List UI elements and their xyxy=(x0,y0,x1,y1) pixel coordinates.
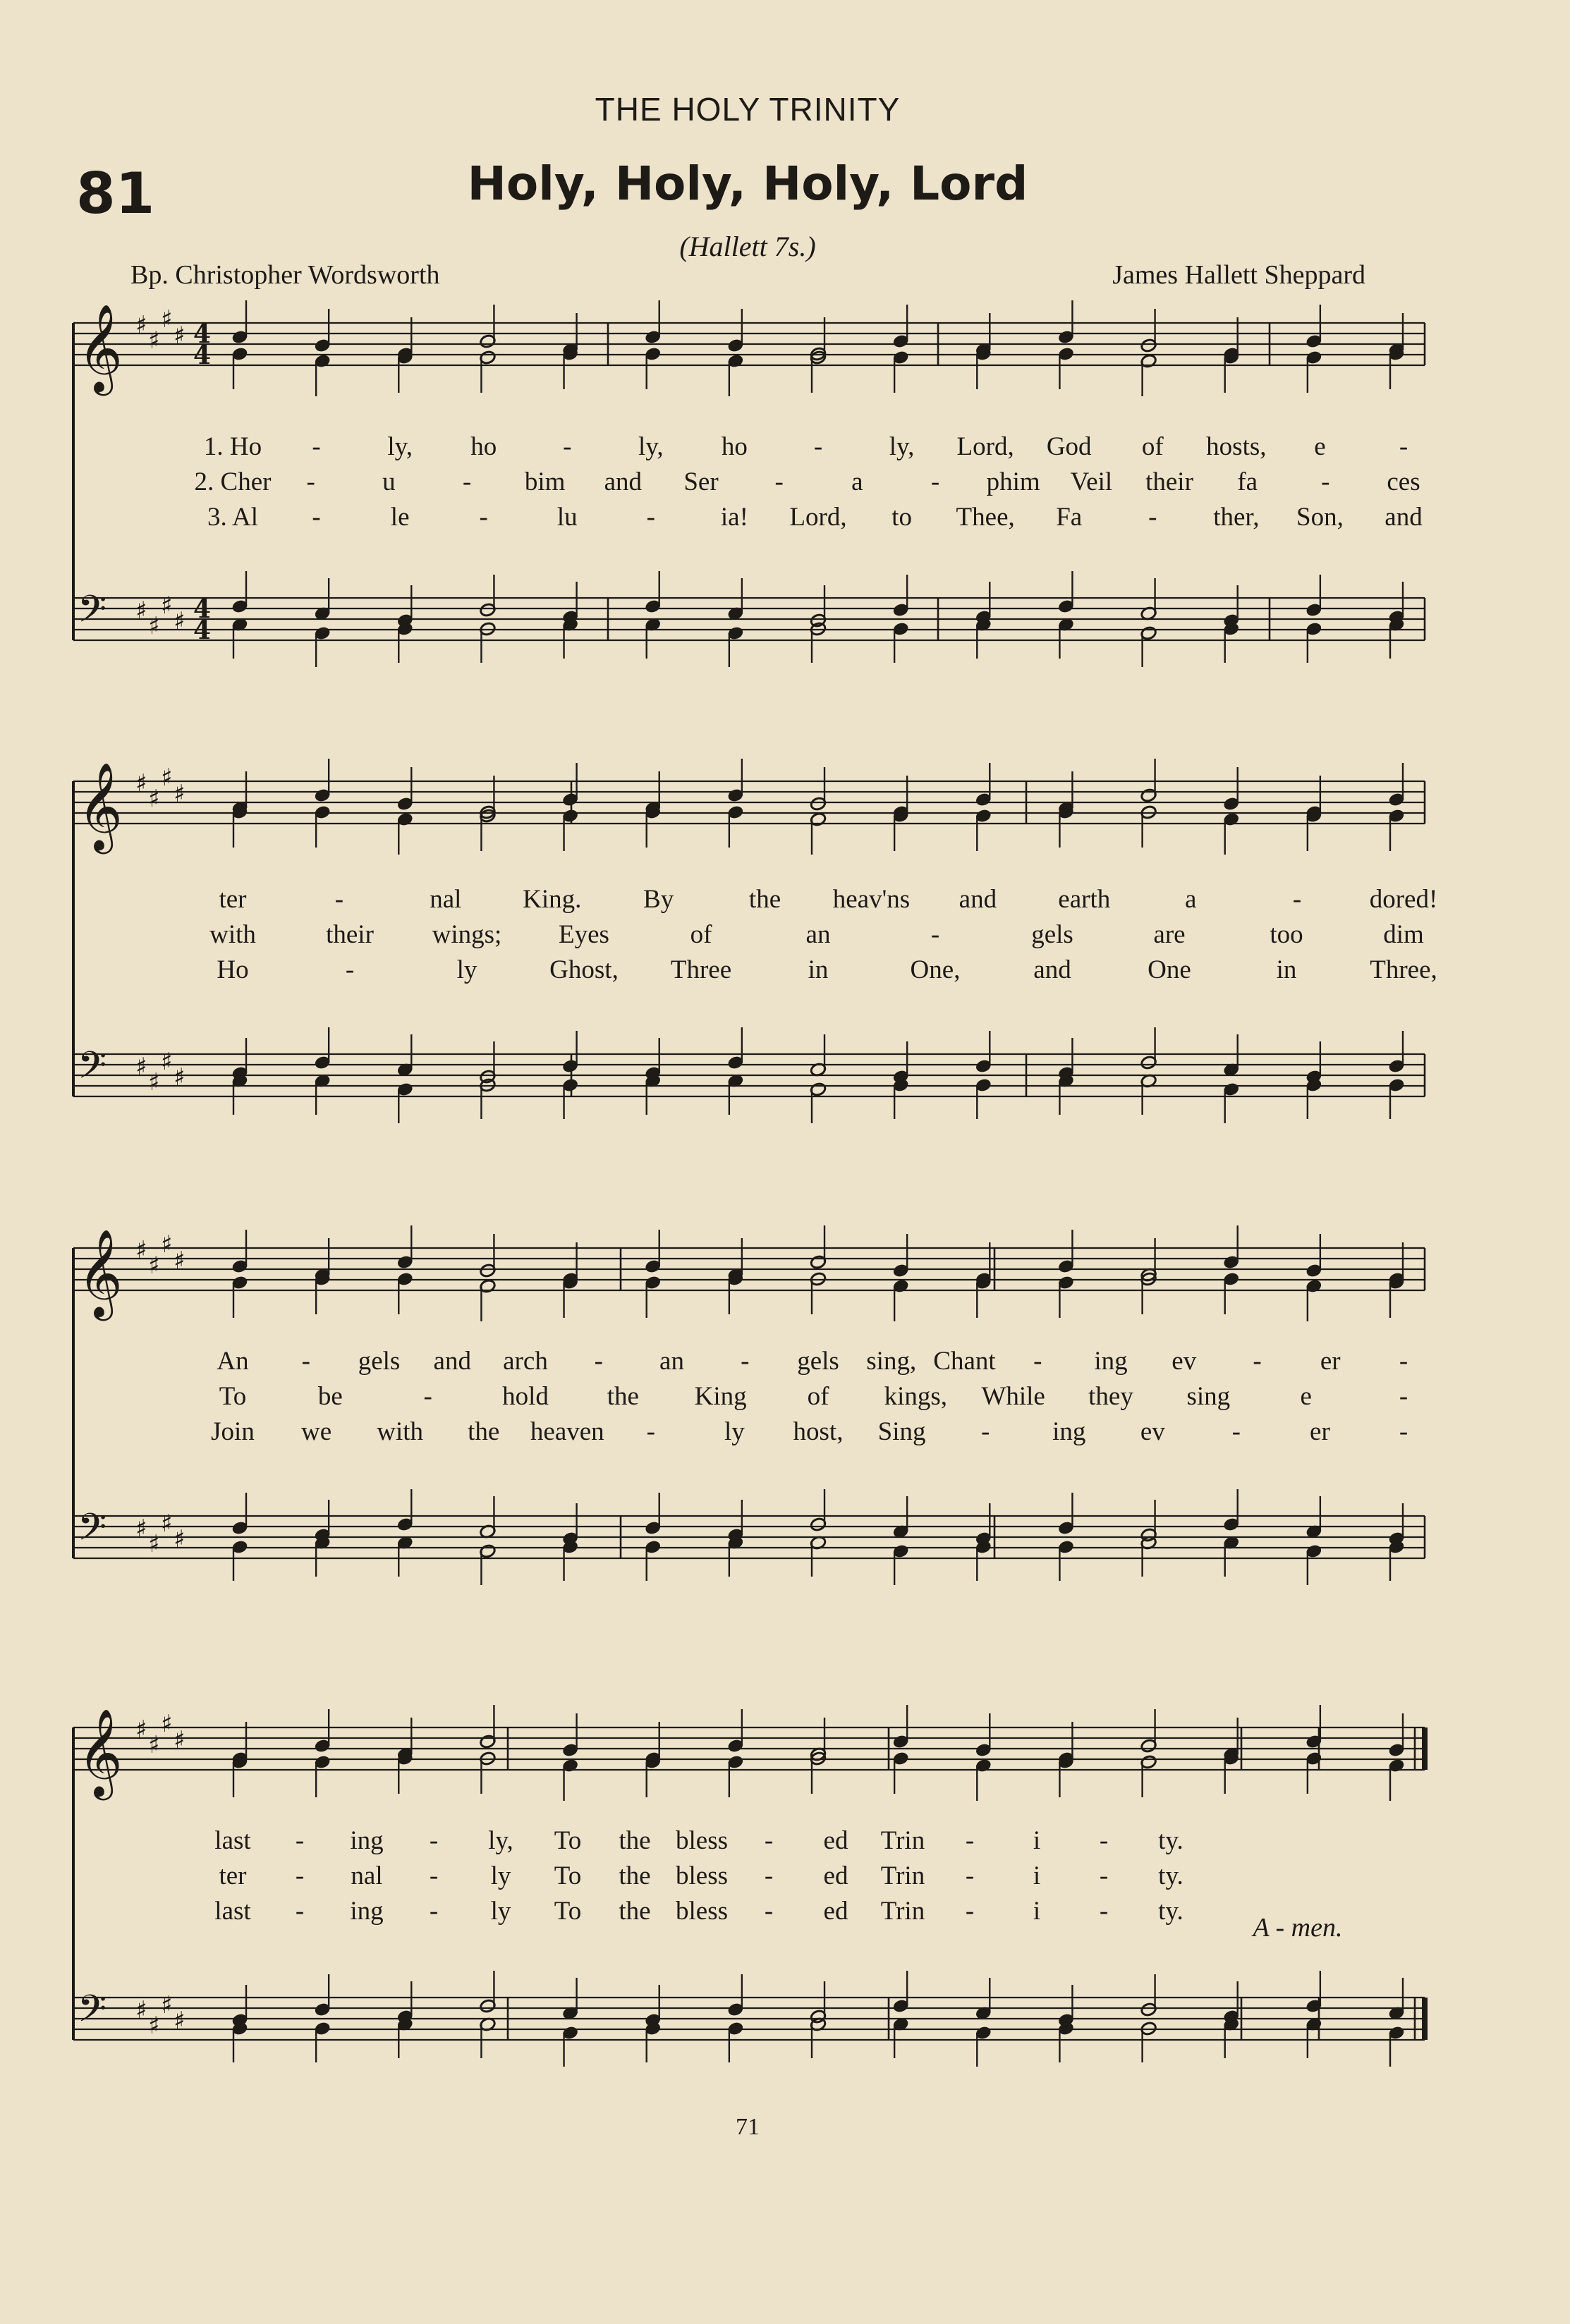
lyric-syllable: - xyxy=(930,920,940,949)
lyric-syllable: le xyxy=(390,503,410,532)
lyric-syllable: phim xyxy=(986,467,1040,496)
lyric-syllable: ed xyxy=(823,1897,848,1926)
sharp-sign-icon: ♯ xyxy=(148,612,160,640)
lyric-syllable: - xyxy=(980,1417,990,1446)
lyric-syllable: ing xyxy=(350,1897,384,1926)
lyric-syllable: - xyxy=(312,432,321,461)
lyric-syllable: with xyxy=(377,1417,424,1446)
lyric-syllable: last xyxy=(214,1897,251,1926)
sharp-sign-icon: ♯ xyxy=(148,785,160,813)
lyric-syllable: - xyxy=(1399,432,1408,461)
lyric-syllable: hosts, xyxy=(1206,432,1267,461)
lyric-syllable: Sing xyxy=(877,1417,926,1446)
lyric-syllable: Eyes xyxy=(559,920,609,949)
sharp-sign-icon: ♯ xyxy=(135,1515,147,1543)
lyric-syllable: - xyxy=(301,1347,310,1376)
lyric-syllable: ho xyxy=(470,432,497,461)
lyric-syllable: of xyxy=(690,920,712,949)
lyric-syllable: in xyxy=(1276,955,1297,984)
lyric-syllable: - xyxy=(965,1897,975,1926)
lyric-syllable: last xyxy=(214,1826,251,1855)
lyric-syllable: Thee, xyxy=(956,503,1015,532)
lyric-syllable: er xyxy=(1310,1417,1330,1446)
lyric-syllable: their xyxy=(1145,467,1193,496)
lyric-syllable: - xyxy=(930,467,940,496)
lyric-syllable: and xyxy=(604,467,643,496)
lyric-syllable: the xyxy=(619,1897,651,1926)
lyric-syllable: nal xyxy=(351,1861,383,1890)
lyric-syllable: ev xyxy=(1172,1347,1197,1376)
treble-clef-icon: 𝄞 xyxy=(78,762,123,850)
lyric-syllable: gels xyxy=(1031,920,1073,949)
lyric-syllable: and xyxy=(959,885,997,914)
sharp-sign-icon: ♯ xyxy=(135,1053,147,1081)
lyric-syllable: Chant xyxy=(933,1347,996,1376)
lyric-syllable: - xyxy=(646,1417,656,1446)
lyric-syllable: the xyxy=(748,885,781,914)
lyric-syllable: too xyxy=(1270,920,1303,949)
lyric-syllable: - xyxy=(429,1897,439,1926)
lyric-syllable: kings, xyxy=(884,1382,948,1411)
lyric-syllable: - xyxy=(306,467,315,496)
lyric-syllable: hold xyxy=(502,1382,549,1411)
lyric-syllable: gels xyxy=(797,1347,839,1376)
lyric-syllable: and xyxy=(433,1347,471,1376)
lyric-syllable: an xyxy=(659,1347,684,1376)
lyric-syllable: ed xyxy=(823,1861,848,1890)
lyric-syllable: - xyxy=(345,955,355,984)
lyric-syllable: - xyxy=(764,1897,774,1926)
lyric-syllable: - xyxy=(1231,1417,1241,1446)
sharp-sign-icon: ♯ xyxy=(174,2007,185,2035)
lyric-syllable: e xyxy=(1314,432,1326,461)
lyric-syllable: heaven xyxy=(530,1417,604,1446)
lyric-syllable: bim xyxy=(524,467,566,496)
lyric-syllable: Ser xyxy=(683,467,719,496)
lyric-syllable: nal xyxy=(430,885,462,914)
sharp-sign-icon: ♯ xyxy=(174,780,185,808)
lyric-syllable: are xyxy=(1153,920,1186,949)
lyric-syllable: God xyxy=(1046,432,1092,461)
sharp-sign-icon: ♯ xyxy=(174,607,185,635)
lyric-syllable: To xyxy=(554,1826,582,1855)
lyric-syllable: To xyxy=(554,1897,582,1926)
lyric-syllable: and xyxy=(1385,503,1423,532)
sharp-sign-icon: ♯ xyxy=(161,305,173,334)
sharp-sign-icon: ♯ xyxy=(148,1252,160,1280)
sharp-sign-icon: ♯ xyxy=(161,1710,173,1738)
lyric-syllable: ly xyxy=(456,955,477,984)
lyric-syllable: of xyxy=(807,1382,829,1411)
lyric-syllable: - xyxy=(965,1861,975,1890)
lyric-syllable: King. xyxy=(523,885,582,914)
lyric-syllable: - xyxy=(813,432,823,461)
sharp-sign-icon: ♯ xyxy=(135,311,147,339)
sharp-sign-icon: ♯ xyxy=(174,1726,185,1754)
sharp-sign-icon: ♯ xyxy=(148,1731,160,1759)
lyric-syllable: sing, xyxy=(866,1347,917,1376)
lyric-syllable: - xyxy=(429,1826,439,1855)
lyric-syllable: - xyxy=(646,503,656,532)
lyric-syllable: i xyxy=(1033,1826,1041,1855)
lyric-syllable: i xyxy=(1033,1897,1041,1926)
lyric-syllable: bless xyxy=(676,1826,728,1855)
lyric-syllable: Son, xyxy=(1296,503,1344,532)
bass-clef-icon: 𝄢 xyxy=(78,1988,107,2040)
lyric-syllable: wings; xyxy=(432,920,502,949)
lyric-syllable: u xyxy=(382,467,396,496)
lyric-syllable: ty. xyxy=(1158,1826,1183,1855)
lyric-syllable: Three, xyxy=(1370,955,1437,984)
bass-clef-icon: 𝄢 xyxy=(78,588,107,640)
lyric-syllable: ty. xyxy=(1158,1897,1183,1926)
lyric-syllable: heav'ns xyxy=(832,885,911,914)
sharp-sign-icon: ♯ xyxy=(148,1530,160,1558)
lyric-syllable: and xyxy=(1033,955,1071,984)
lyric-syllable: An xyxy=(217,1347,249,1376)
sharp-sign-icon: ♯ xyxy=(148,1068,160,1096)
lyric-syllable: ing xyxy=(1052,1417,1086,1446)
lyric-syllable: host, xyxy=(793,1417,844,1446)
lyric-syllable: e xyxy=(1300,1382,1312,1411)
tune-name: (Hallett 7s.) xyxy=(679,231,816,262)
lyric-syllable: ces xyxy=(1387,467,1420,496)
lyric-syllable: ly, xyxy=(638,432,664,461)
treble-clef-icon: 𝄞 xyxy=(78,304,123,392)
lyric-syllable: their xyxy=(326,920,374,949)
lyric-syllable: of xyxy=(1141,432,1164,461)
lyric-syllable: - xyxy=(295,1861,305,1890)
lyric-syllable: - xyxy=(741,1347,750,1376)
lyric-syllable: ing xyxy=(350,1826,384,1855)
lyric-syllable: arch xyxy=(503,1347,548,1376)
time-signature-digit: 4 xyxy=(193,341,212,370)
sharp-sign-icon: ♯ xyxy=(174,1525,185,1553)
lyric-syllable: 2. Cher xyxy=(194,467,272,496)
lyric-syllable: To xyxy=(554,1861,582,1890)
lyric-syllable: - xyxy=(1253,1347,1262,1376)
time-signature-digit: 4 xyxy=(193,319,212,349)
lyric-syllable: the xyxy=(468,1417,500,1446)
lyric-syllable: ly, xyxy=(387,432,413,461)
lyric-syllable: - xyxy=(423,1382,432,1411)
lyric-syllable: ther, xyxy=(1213,503,1260,532)
lyric-syllable: ho xyxy=(721,432,748,461)
lyric-syllable: Join xyxy=(211,1417,255,1446)
sharp-sign-icon: ♯ xyxy=(135,597,147,625)
lyric-syllable: lu xyxy=(556,503,578,532)
sharp-sign-icon: ♯ xyxy=(148,326,160,355)
lyric-syllable: Trin xyxy=(880,1861,925,1890)
sharp-sign-icon: ♯ xyxy=(174,322,185,350)
lyric-syllable: - xyxy=(764,1826,774,1855)
lyric-syllable: - xyxy=(429,1861,439,1890)
sharp-sign-icon: ♯ xyxy=(161,1991,173,2019)
sharp-sign-icon: ♯ xyxy=(161,1510,173,1538)
time-signature-digit: 4 xyxy=(193,616,212,645)
treble-clef-icon: 𝄞 xyxy=(78,1708,123,1797)
lyric-syllable: ter xyxy=(219,885,247,914)
lyric-syllable: By xyxy=(643,885,674,914)
lyric-syllable: - xyxy=(295,1897,305,1926)
lyric-syllable: - xyxy=(1099,1897,1109,1926)
lyric-syllable: a xyxy=(1184,885,1197,914)
lyric-syllable: ly xyxy=(490,1861,511,1890)
lyric-syllable: To xyxy=(219,1382,247,1411)
hymn-title: Holy, Holy, Holy, Lord xyxy=(467,157,1028,211)
lyric-syllable: - xyxy=(295,1826,305,1855)
lyric-syllable: we xyxy=(300,1417,332,1446)
lyric-syllable: ev xyxy=(1140,1417,1165,1446)
lyric-syllable: - xyxy=(1292,885,1302,914)
lyric-syllable: ly xyxy=(724,1417,745,1446)
lyric-syllable: bless xyxy=(676,1861,728,1890)
lyric-syllable: - xyxy=(1148,503,1157,532)
sharp-sign-icon: ♯ xyxy=(135,1236,147,1264)
lyric-syllable: - xyxy=(1399,1382,1408,1411)
hymn-number: 81 xyxy=(76,161,155,226)
lyric-syllable: the xyxy=(619,1861,651,1890)
lyric-syllable: a xyxy=(851,467,863,496)
bass-clef-icon: 𝄢 xyxy=(78,1506,107,1558)
lyric-syllable: - xyxy=(1321,467,1330,496)
lyric-syllable: - xyxy=(1399,1417,1408,1446)
lyric-syllable: - xyxy=(563,432,572,461)
sharp-sign-icon: ♯ xyxy=(161,1230,173,1259)
lyric-syllable: the xyxy=(619,1826,651,1855)
lyric-syllable: Trin xyxy=(880,1826,925,1855)
lyric-syllable: ty. xyxy=(1158,1861,1183,1890)
lyric-syllable: Trin xyxy=(880,1897,925,1926)
bass-clef-icon: 𝄢 xyxy=(78,1044,107,1096)
lyric-syllable: ia! xyxy=(720,503,748,532)
lyric-syllable: bless xyxy=(676,1897,728,1926)
lyric-syllable: - xyxy=(1099,1826,1109,1855)
lyric-syllable: ed xyxy=(823,1826,848,1855)
sharp-sign-icon: ♯ xyxy=(148,2012,160,2040)
lyric-syllable: 3. Al xyxy=(207,503,258,532)
sharp-sign-icon: ♯ xyxy=(161,764,173,792)
lyric-syllable: - xyxy=(1399,1347,1408,1376)
lyric-syllable: - xyxy=(479,503,488,532)
lyric-syllable: While xyxy=(981,1382,1045,1411)
lyric-syllable: ly, xyxy=(488,1826,513,1855)
lyric-syllable: One xyxy=(1148,955,1191,984)
lyric-syllable: the xyxy=(607,1382,639,1411)
lyric-syllable: ter xyxy=(219,1861,247,1890)
lyric-syllable: Veil xyxy=(1070,467,1113,496)
lyric-syllable: - xyxy=(334,885,344,914)
treble-clef-icon: 𝄞 xyxy=(78,1229,123,1317)
lyric-syllable: dim xyxy=(1383,920,1424,949)
lyric-syllable: - xyxy=(1099,1861,1109,1890)
lyric-syllable: dored! xyxy=(1369,885,1438,914)
lyric-syllable: in xyxy=(808,955,829,984)
lyric-syllable: ing xyxy=(1094,1347,1128,1376)
lyric-syllable: 1. Ho xyxy=(203,432,262,461)
lyric-syllable: gels xyxy=(358,1347,401,1376)
lyric-syllable: earth xyxy=(1058,885,1111,914)
lyric-syllable: they xyxy=(1088,1382,1133,1411)
lyric-syllable: King xyxy=(694,1382,747,1411)
lyric-syllable: i xyxy=(1033,1861,1041,1890)
lyric-syllable: - xyxy=(312,503,321,532)
amen-text: A - men. xyxy=(1253,1913,1343,1943)
sharp-sign-icon: ♯ xyxy=(174,1063,185,1091)
composer-credit: James Hallett Sheppard xyxy=(1112,260,1365,290)
lyric-syllable: er xyxy=(1320,1347,1341,1376)
lyric-syllable: be xyxy=(317,1382,343,1411)
sharp-sign-icon: ♯ xyxy=(161,1048,173,1076)
lyric-syllable: sing xyxy=(1186,1382,1231,1411)
sharp-sign-icon: ♯ xyxy=(135,1716,147,1744)
lyric-syllable: Ho xyxy=(217,955,249,984)
lyric-syllable: ly, xyxy=(889,432,915,461)
lyric-syllable: - xyxy=(462,467,472,496)
lyric-syllable: - xyxy=(594,1347,603,1376)
lyric-syllable: - xyxy=(774,467,784,496)
lyric-syllable: Ghost, xyxy=(549,955,619,984)
sharp-sign-icon: ♯ xyxy=(135,1996,147,2024)
time-signature-digit: 4 xyxy=(193,594,212,624)
section-title: THE HOLY TRINITY xyxy=(595,91,901,128)
page-number: 71 xyxy=(736,2114,760,2140)
author-credit: Bp. Christopher Wordsworth xyxy=(130,260,440,290)
lyric-syllable: fa xyxy=(1237,467,1258,496)
lyric-syllable: ly xyxy=(490,1897,511,1926)
lyric-syllable: Lord, xyxy=(789,503,847,532)
lyric-syllable: Fa xyxy=(1056,503,1083,532)
lyric-syllable: - xyxy=(764,1861,774,1890)
lyric-syllable: Lord, xyxy=(956,432,1014,461)
lyric-syllable: with xyxy=(209,920,256,949)
sharp-sign-icon: ♯ xyxy=(135,769,147,797)
lyric-syllable: - xyxy=(1033,1347,1042,1376)
lyric-syllable: an xyxy=(805,920,831,949)
sharp-sign-icon: ♯ xyxy=(161,592,173,620)
sharp-sign-icon: ♯ xyxy=(174,1247,185,1275)
lyric-syllable: One, xyxy=(910,955,961,984)
lyric-syllable: - xyxy=(965,1826,975,1855)
lyric-syllable: Three xyxy=(670,955,732,984)
lyric-syllable: to xyxy=(892,503,912,532)
